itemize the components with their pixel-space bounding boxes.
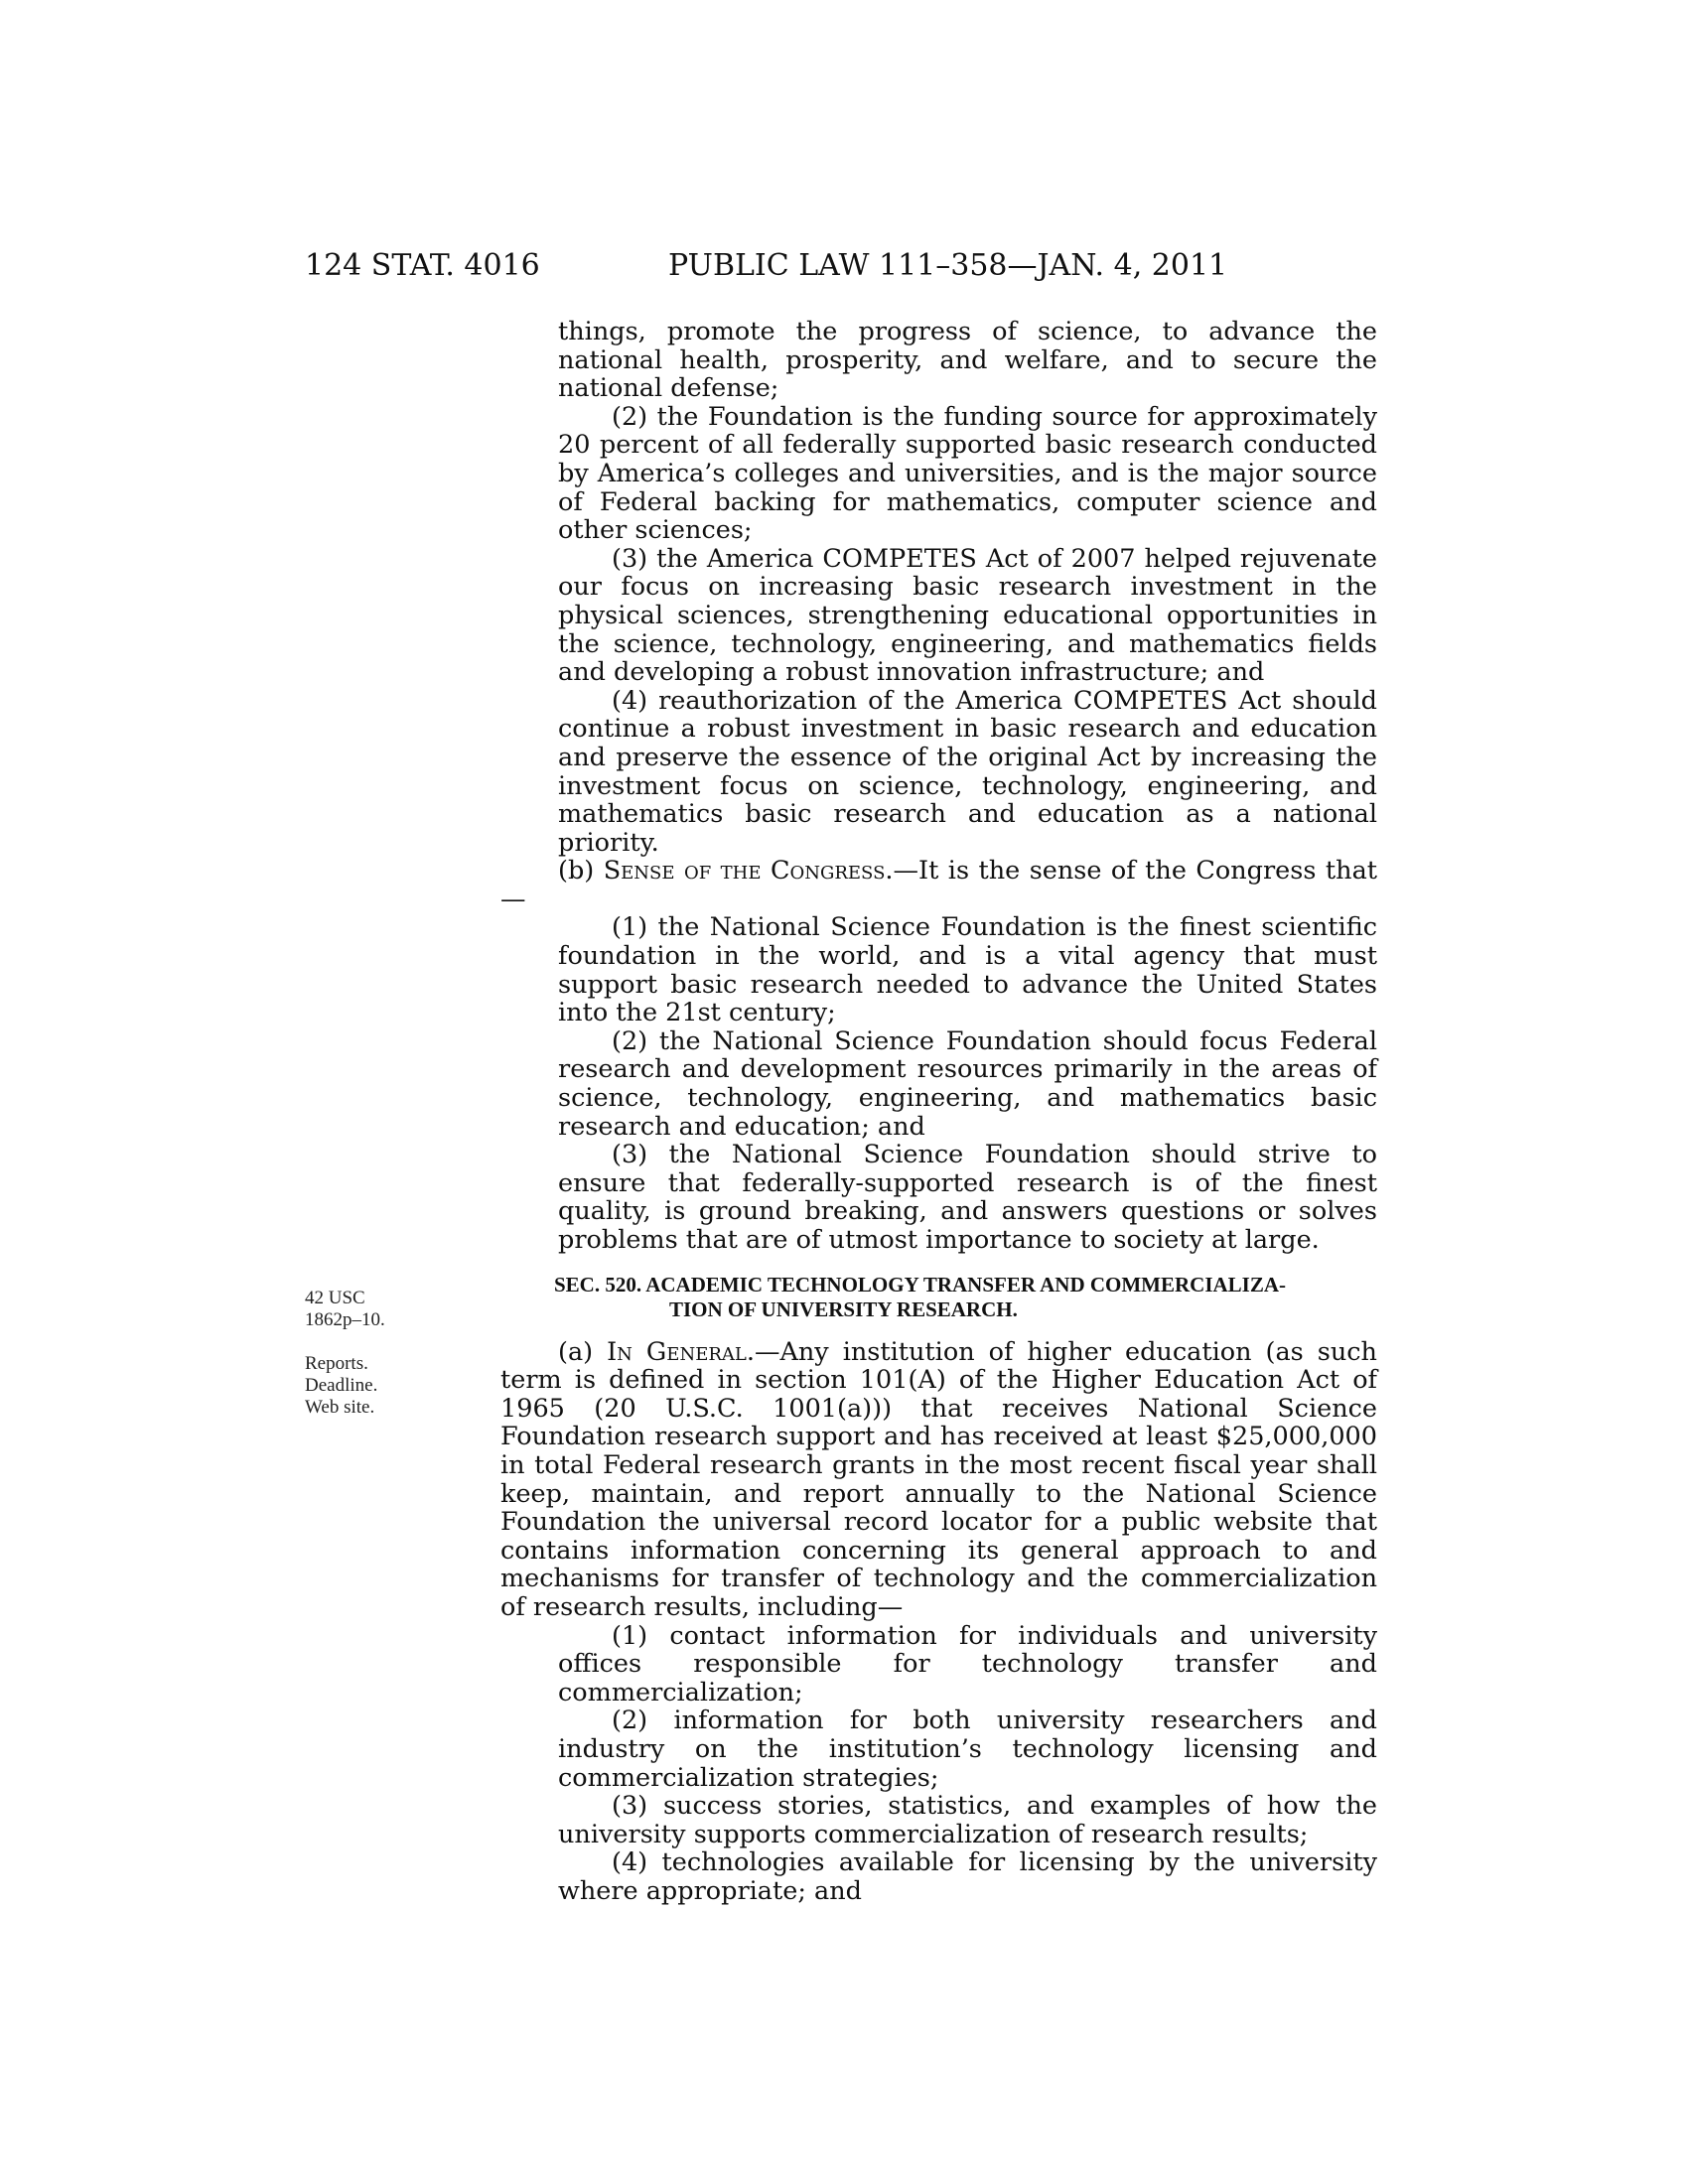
finding-2: (2) the Foundation is the funding source for approximately 20 percent of all federally supported basic research conducted by America’s colleges and universities, and is the major source of Federal backing for mathematics, computer science and other sciences; (558, 401, 1377, 546)
page-header (0, 246, 1688, 286)
continuation-paragraph: things, promote the progress of science, to advance the national health, prosperity, and welfare, and to secure the national defense; (558, 317, 1377, 404)
subsection-a-heading: In General (607, 1336, 747, 1367)
sense-2: (2) the National Science Foundation should focus Federal research and development resources primarily in the areas of science, technology, engineering, and mathematics basic research and education; and (558, 1025, 1377, 1142)
statute-body (500, 318, 1377, 1905)
requirement-4: (4) technologies available for licensing by the university where appropriate; and (558, 1847, 1377, 1906)
finding-3: (3) the America COMPETES Act of 2007 helped rejuvenate our focus on increasing basic research investment in the physical sciences, strengthening educational opportunities in the science, technology, engineering, and mathematics fields and developing a robust innovation infrastructure; and (558, 543, 1377, 688)
subsection-a (500, 1338, 1377, 1622)
citation-line-1: 42 USC (305, 1288, 365, 1308)
page-reference: 124 STAT. 4016 (305, 248, 540, 283)
requirement-2: (2) information for both university researchers and industry on the institution’s technology licensing and commercialization strategies; (558, 1706, 1377, 1793)
subsection-b-text: .—It is the sense of the Congress that— (500, 856, 1378, 914)
keyword-reports: Reports. (305, 1353, 368, 1374)
subsection-a-text: .—Any institution of higher education (as such term is defined in section 101(A) of the Higher Education Act of 1965 (20 U.S.C. 1001(a))) that receives National Science Foundation research support and has received at least $25,000,000 in total Federal research grants in the most recent fiscal year shall keep, maintain, and report annually to the National Science Foundation the universal record locator for a public website that contains information concerning its general approach to and mechanisms for transfer of technology and the commercialization of research results, including— (500, 1336, 1377, 1622)
section-heading-line-1: SEC. 520. ACADEMIC TECHNOLOGY TRANSFER AND COMMERCIALIZA- (554, 1272, 1287, 1297)
sense-1: (1) the National Science Foundation is the finest scientific foundation in the world, and is a vital agency that must support basic research needed to advance the United States into the 21st century; (558, 912, 1377, 1028)
section-heading (500, 1273, 1377, 1322)
running-title: PUBLIC LAW 111–358—JAN. 4, 2011 (668, 248, 1228, 283)
section-heading-line-2: TION OF UNIVERSITY RESEARCH. (669, 1297, 1018, 1321)
citation-line-2: 1862p–10. (305, 1309, 385, 1330)
subsection-b-heading: Sense of the Congress (603, 856, 886, 887)
subsection-b (500, 857, 1377, 913)
keyword-website: Web site. (305, 1397, 375, 1418)
margin-citation (305, 1288, 434, 1331)
requirement-1: (1) contact information for individuals and university offices responsible for technology transfer and commercialization; (558, 1620, 1377, 1707)
requirement-3: (3) success stories, statistics, and examples of how the university supports commercialization of research results; (558, 1791, 1377, 1849)
finding-4: (4) reauthorization of the America COMPETES Act should continue a robust investment in basic research and education and preserve the essence of the original Act by increasing the investment focus on science, technology, engineering, and mathematics basic research and education as a national priority. (558, 685, 1377, 858)
margin-keywords (305, 1353, 434, 1419)
keyword-deadline: Deadline. (305, 1375, 378, 1396)
sense-3: (3) the National Science Foundation should strive to ensure that federally-supported research is of the finest quality, is ground breaking, and answers questions or solves problems that are of utmost importance to society at large. (558, 1140, 1377, 1255)
subsection-b-label: (b) (558, 856, 604, 887)
subsection-a-label: (a) (558, 1336, 608, 1367)
